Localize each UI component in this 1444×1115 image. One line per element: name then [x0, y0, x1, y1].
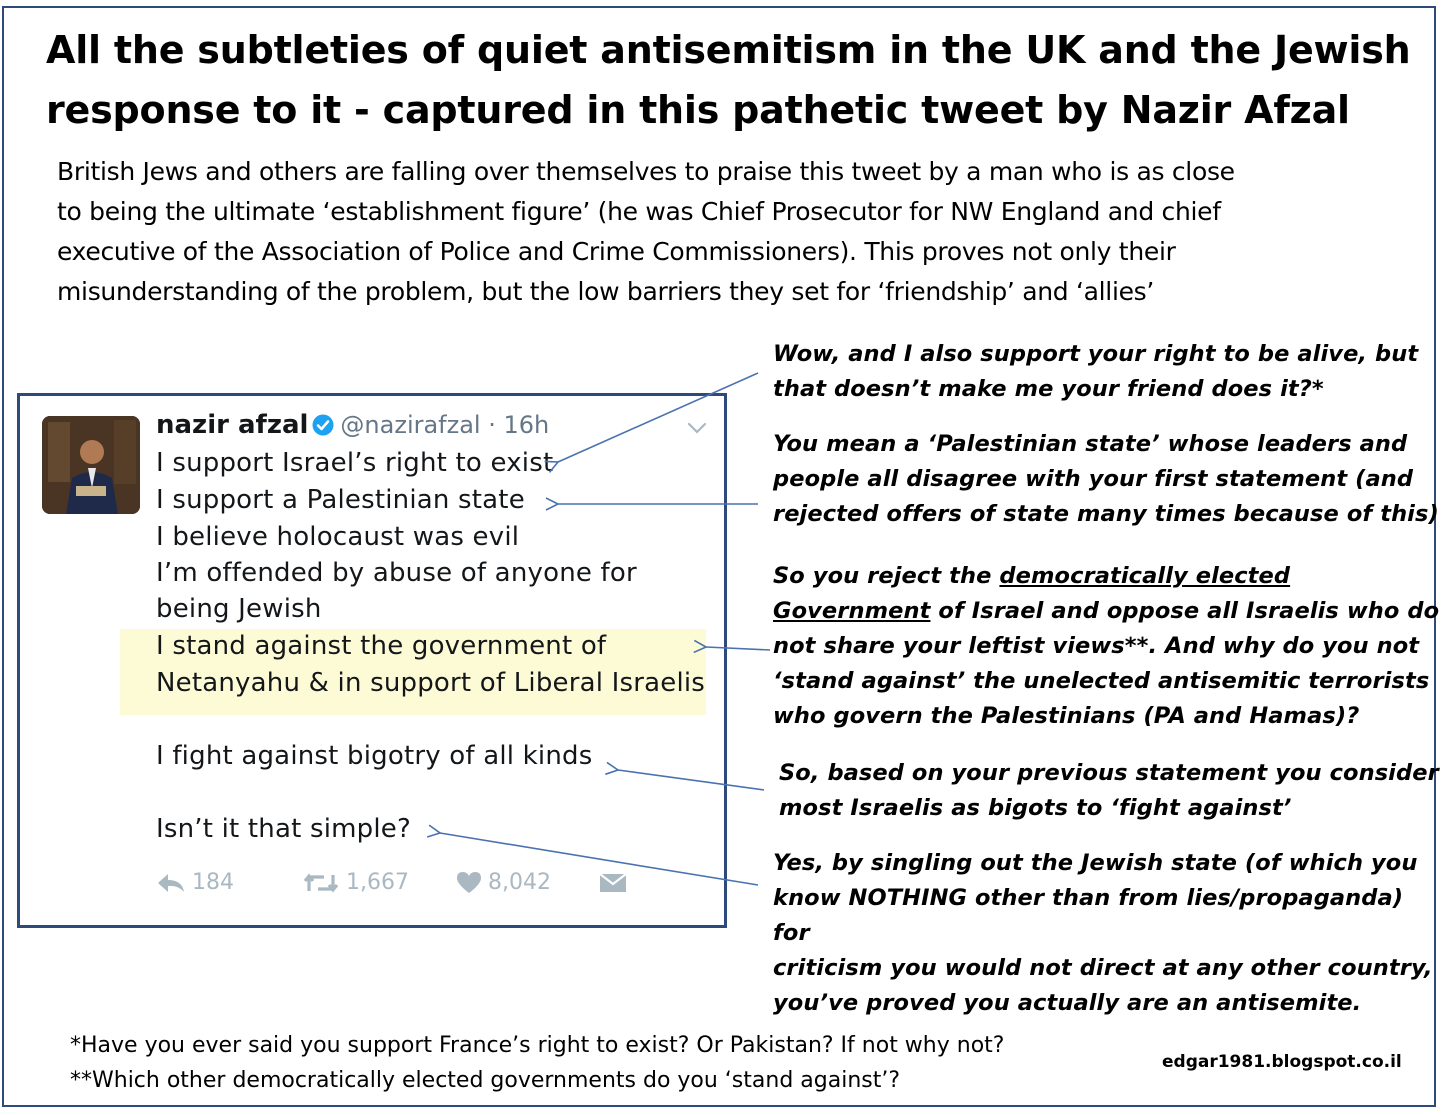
tweet-author-name[interactable]: nazir afzal — [156, 410, 309, 440]
footnote-2: **Which other democratically elected governments do you ‘stand against’? — [70, 1068, 901, 1093]
annotation-line: who govern the Palestinians (PA and Hamas)? — [773, 703, 1360, 729]
tweet-line: I support a Palestinian state — [156, 485, 525, 515]
retweet-count: 1,667 — [346, 870, 409, 895]
arrow-1 — [558, 373, 758, 462]
tweet-line: Netanyahu & in support of Liberal Israelis — [156, 668, 706, 698]
tweet-line: I fight against bigotry of all kinds — [156, 741, 593, 771]
annotation-underlined-text: democratically elected — [999, 563, 1291, 589]
intro-line: British Jews and others are falling over themselves to praise this tweet by a man who is as close — [57, 157, 1235, 186]
annotation-line: Wow, and I also support your right to be alive, but — [773, 341, 1419, 367]
annotation-text: So you reject the — [773, 563, 1000, 589]
reply-count: 184 — [192, 870, 234, 895]
annotation-line: you’ve proved you actually are an antisemite. — [773, 990, 1362, 1016]
tweet-line: I support Israel’s right to exist — [156, 448, 554, 478]
intro-line: misunderstanding of the problem, but the low barriers they set for ‘friendship’ and ‘allies’ — [57, 277, 1155, 306]
title-line-1: All the subtleties of quiet antisemitism in the UK and the Jewish — [46, 28, 1411, 72]
tweet-line: I stand against the government of — [156, 631, 607, 661]
annotation-line: You mean a ‘Palestinian state’ whose leaders and — [773, 431, 1408, 457]
annotation-line: Yes, by singling out the Jewish state (of which you — [773, 850, 1418, 876]
footnotes — [70, 1028, 1130, 1098]
annotation-line: most Israelis as bigots to ‘fight against’ — [779, 795, 1292, 821]
annotation-line: So, based on your previous statement you consider — [779, 760, 1439, 786]
intro-line: executive of the Association of Police and Crime Commissioners). This proves not only their — [57, 237, 1176, 266]
arrow-3 — [706, 647, 770, 650]
annotation-text: of Israel and oppose all Israelis who do — [930, 598, 1440, 624]
annotation-line: not share your leftist views**. And why do you not — [773, 633, 1420, 659]
annotation-line: ‘stand against’ the unelected antisemitic terrorists — [773, 668, 1430, 694]
tweet-line: I’m offended by abuse of anyone for — [156, 558, 637, 588]
annotation-line: rejected offers of state many times because of this) — [773, 501, 1439, 527]
like-count: 8,042 — [488, 870, 551, 895]
tweet-line: Isn’t it that simple? — [156, 814, 411, 844]
annotation-line: criticism you would not direct at any other country, — [773, 955, 1433, 981]
footnote-1: *Have you ever said you support France’s right to exist? Or Pakistan? If not why not? — [70, 1033, 1005, 1058]
blog-url: edgar1981.blogspot.co.il — [1162, 1052, 1402, 1072]
tweet-line: being Jewish — [156, 594, 322, 624]
annotation-line: know NOTHING other than from lies/propaganda) for — [773, 885, 1404, 946]
annotation-underlined-text: Government — [773, 598, 931, 624]
annotation-line: people all disagree with your first statement (and — [773, 466, 1414, 492]
tweet-line: I believe holocaust was evil — [156, 522, 520, 552]
arrow-5 — [440, 833, 758, 885]
intro-line: to being the ultimate ‘establishment figure’ (he was Chief Prosecutor for NW England and chief — [57, 197, 1221, 226]
arrow-4 — [618, 770, 764, 790]
annotation-line: that doesn’t make me your friend does it?* — [773, 376, 1324, 402]
title-line-2: response to it - captured in this pathetic tweet by Nazir Afzal — [46, 88, 1350, 132]
tweet-handle[interactable]: @nazirafzal · 16h — [340, 411, 550, 439]
